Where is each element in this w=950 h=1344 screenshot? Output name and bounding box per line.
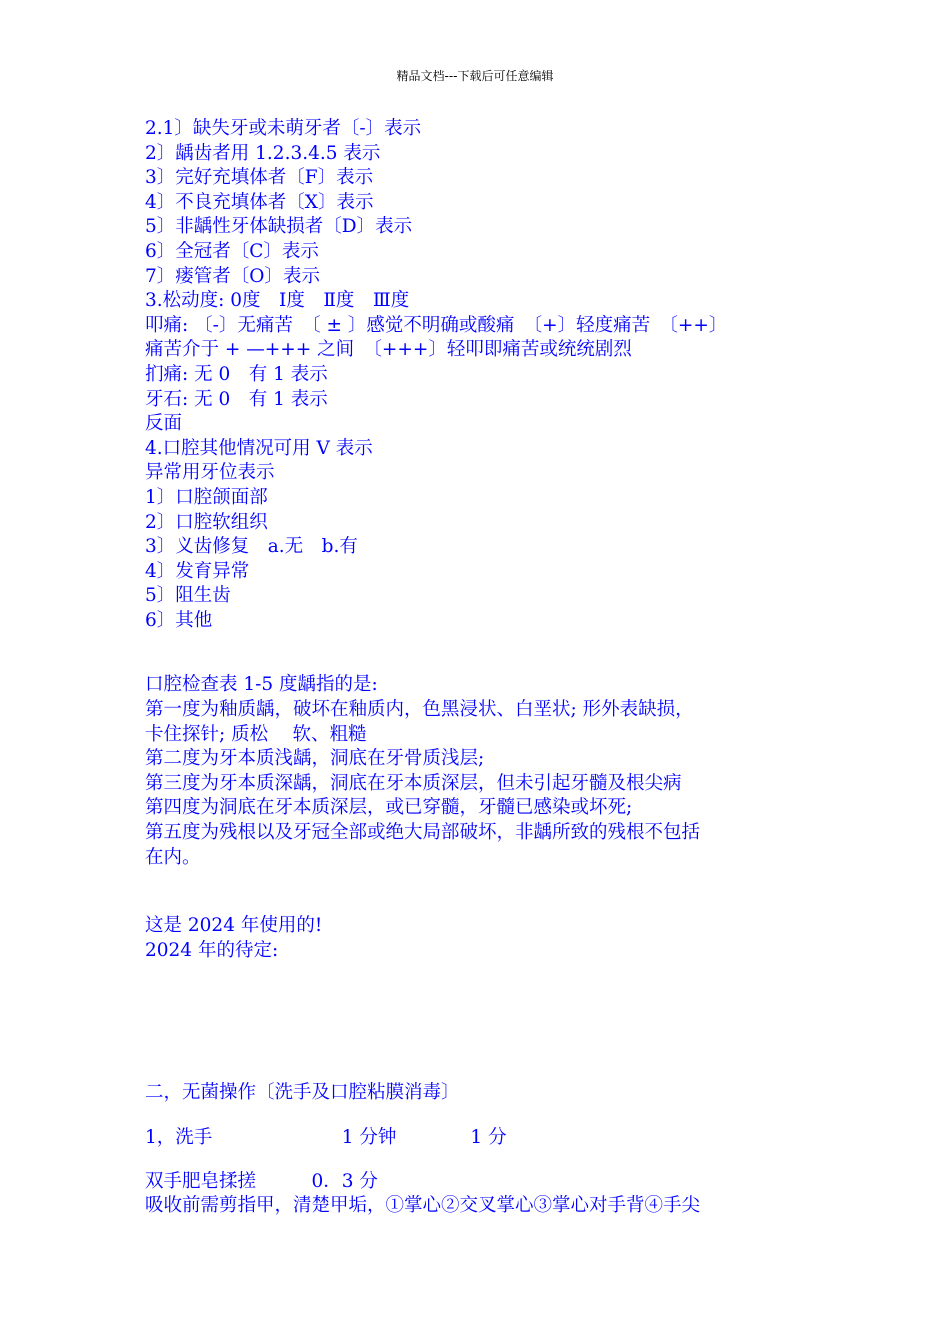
text-line: 6〕全冠者〔C〕表示 [145,240,319,262]
section-aseptic [145,1081,805,1218]
text-line: 4〕不良充填体者〔X〕表示 [145,191,374,213]
text-line: 在内。 [145,846,201,868]
text-line: 第四度为洞底在牙本质深层，或已穿髓，牙髓已感染或坏死; [145,797,633,819]
text-line: 3.松动度: 0度 Ⅰ度 Ⅱ度 Ⅲ度 [145,290,410,312]
text-line: 双手肥皂揉搓 0．3 分 [145,1170,378,1192]
spacer [145,1106,805,1126]
text-line: 这是 2024 年使用的! [145,915,323,937]
text-line: 第三度为牙本质深龋，洞底在牙本质深层，但未引起牙髓及根尖病 [145,772,682,794]
text-line: 第五度为残根以及牙冠全部或绝大局部破坏，非龋所致的残根不包括 [145,822,701,844]
document-body [145,117,805,1219]
text-line: 第二度为牙本质浅龋，洞底在牙骨质浅层; [145,748,485,770]
spacer [145,1151,805,1170]
text-line: 叩痛: 〔-〕无痛苦 〔 ± 〕感觉不明确或酸痛 〔+〕轻度痛苦 〔++〕 [145,314,728,336]
text-line: 5〕阻生齿 [145,585,231,607]
text-line: 2.1〕缺失牙或未萌牙者〔-〕表示 [145,118,422,139]
text-line: 反面 [145,413,183,435]
text-line: 2〕龋齿者用 1.2.3.4.5 表示 [145,142,381,164]
text-line: 3〕完好充填体者〔F〕表示 [145,167,374,189]
text-line: 扪痛: 无 0 有 1 表示 [145,363,328,385]
text-line: 3〕义齿修复 a.无 b.有 [145,536,358,558]
text-line: 6〕其他 [145,609,213,631]
spacer [145,870,805,914]
text-line: 2024 年的待定: [145,939,279,961]
text-line: 痛苦介于 + —+++ 之间 〔+++〕轻叩即痛苦或统统剧烈 [145,339,632,361]
page-header: 精品文档---下载后可任意编辑 [396,69,554,83]
text-line: 吸收前需剪指甲，清楚甲垢，①掌心②交叉掌心③掌心对手背④手尖 [145,1195,701,1217]
spacer [145,963,805,1081]
text-line: 第一度为釉质龋，破坏在釉质内，色黑浸状、白垩状; 形外表缺损， [145,699,694,721]
text-line: 4.口腔其他情况可用 V 表示 [145,437,373,459]
section-caries-degrees [145,673,805,870]
text-line: 1〕口腔颌面部 [145,486,268,508]
text-line: 7〕瘘管者〔O〕表示 [145,265,320,287]
section-codes [145,117,805,633]
text-line: 牙石: 无 0 有 1 表示 [145,388,328,410]
text-line: 2〕口腔软组织 [145,511,268,533]
section-note [145,914,805,963]
text-line: 1，洗手 1 分钟 1 分 [145,1127,507,1148]
text-line: 4〕发育异常 [145,560,250,582]
text-line: 5〕非龋性牙体缺损者〔D〕表示 [145,216,413,238]
text-line: 卡住探针; 质松 软、粗糙 [145,723,367,745]
text-line: 口腔检查表 1-5 度龋指的是: [145,674,378,696]
section-title: 二，无菌操作〔洗手及口腔粘膜消毒〕 [145,1082,460,1104]
text-line: 异常用牙位表示 [145,462,275,484]
spacer [145,633,805,673]
